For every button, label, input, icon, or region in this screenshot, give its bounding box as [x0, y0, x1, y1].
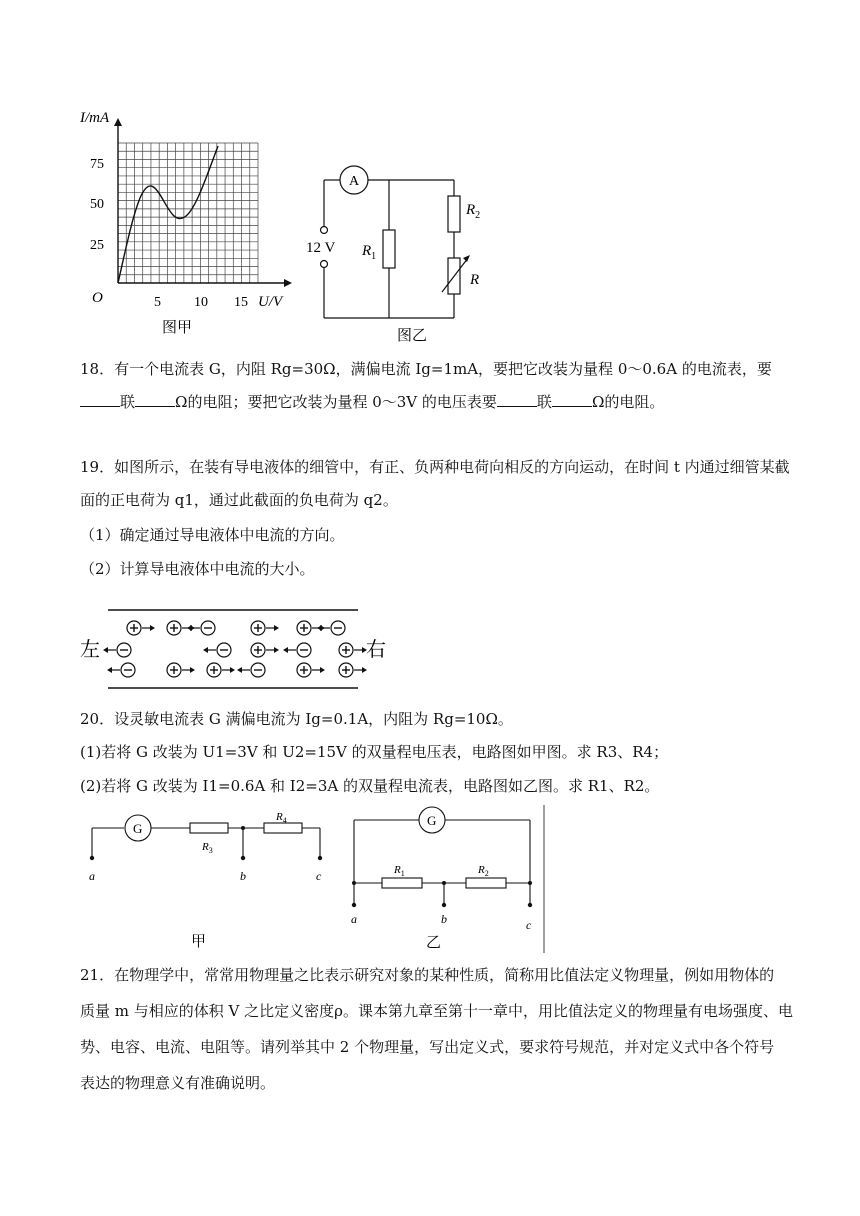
svg-text:R3 — [201, 841, 213, 855]
r3-sub: 3 — [208, 846, 213, 855]
jia-caption: 甲 — [191, 934, 207, 950]
q19-sub1: （1）确定通过导电液体中电流的方向。 — [80, 526, 345, 544]
q18-text-c: 联 — [536, 393, 552, 411]
q20-line1: 20．设灵敏电流表 G 满偏电流为 Ig=0.1A，内阻为 Rg=10Ω。 — [80, 710, 513, 728]
y-tick-50: 50 — [90, 197, 104, 212]
q18-line2 — [80, 391, 664, 412]
svg-text:R4 — [275, 811, 287, 825]
r2-sub: 2 — [475, 210, 481, 221]
r1-label: R — [394, 864, 401, 876]
x-tick-15: 15 — [234, 295, 248, 310]
r1-sub: 1 — [400, 869, 405, 878]
voltmeter-circuit-jia — [80, 810, 340, 955]
terminal-b: b — [441, 912, 447, 926]
q19-line1: 19．如图所示，在装有导电液体的细管中，有正、负两种电荷向相反的方向运动，在时间 t 内通过细管某截 — [80, 458, 790, 476]
r2-label: R — [466, 202, 476, 218]
x-axis-label: U/V — [258, 294, 283, 310]
y-tick-75: 75 — [90, 157, 104, 172]
g-label: G — [133, 821, 143, 836]
r1-label: R — [362, 243, 372, 259]
q20-sub1: (1)若将 G 改装为 U1=3V 和 U2=15V 的双量程电压表，电路图如甲图。求 R3、R4； — [80, 743, 669, 761]
circuit-figure-yi — [300, 158, 500, 348]
q18-text-a: 联 — [120, 393, 136, 411]
x-tick-10: 10 — [194, 295, 208, 310]
resistor-r2 — [466, 878, 506, 888]
q18-text-b: Ω的电阻；要把它改装为量程 0～3V 的电压表要 — [175, 393, 497, 411]
answer-blank[interactable] — [135, 392, 175, 407]
terminal-c: c — [526, 918, 532, 932]
q18-text-d: Ω的电阻。 — [591, 393, 665, 411]
q20-sub2: (2)若将 G 改装为 I1=0.6A 和 I2=3A 的双量程电流表，电路图如乙图。求 R1、R2。 — [80, 777, 660, 795]
x-tick-5: 5 — [154, 295, 161, 310]
resistor-r3 — [190, 823, 228, 833]
circuit-caption: 图乙 — [397, 328, 428, 344]
q19-sub2: （2）计算导电液体中电流的大小。 — [80, 560, 315, 578]
r-label: R — [470, 272, 480, 288]
y-axis-label: I/mA — [80, 110, 110, 126]
graph-caption: 图甲 — [162, 320, 193, 336]
q21-line4: 表达的物理意义有准确说明。 — [80, 1074, 276, 1092]
resistor-r1 — [383, 230, 395, 268]
r4-label: R — [276, 811, 283, 823]
q19-line2: 面的正电荷为 q1，通过此截面的负电荷为 q2。 — [80, 491, 398, 509]
answer-blank[interactable] — [552, 392, 592, 407]
terminal-b: b — [240, 869, 246, 883]
resistor-r2 — [448, 196, 460, 232]
ammeter-circuit-yi — [340, 805, 550, 955]
iv-graph-figure — [70, 108, 300, 348]
resistor-r1 — [382, 878, 422, 888]
svg-text:R2 — [465, 202, 480, 221]
answer-blank[interactable] — [497, 392, 537, 407]
right-label: 右 — [366, 639, 386, 661]
yi-caption: 乙 — [426, 935, 442, 951]
r4-sub: 4 — [282, 816, 287, 825]
g-label: G — [427, 813, 437, 828]
q18-line1: 18．有一个电流表 G，内阻 Rg=30Ω，满偏电流 Ig=1mA，要把它改装为量程 0～0.6A 的电流表，要 — [80, 360, 772, 378]
terminal-a: a — [351, 912, 357, 926]
r3-label: R — [202, 841, 209, 853]
svg-text:R1 — [393, 864, 405, 878]
q21-line1: 21．在物理学中，常常用物理量之比表示研究对象的某种性质，简称用比值法定义物理量，例如用物体的 — [80, 966, 775, 984]
r1-sub: 1 — [371, 251, 377, 262]
terminal-c: c — [316, 869, 322, 883]
iv-curve — [118, 146, 218, 283]
answer-blank[interactable] — [80, 392, 120, 407]
y-tick-25: 25 — [90, 238, 104, 253]
origin-label: O — [92, 290, 103, 306]
conductive-liquid-tube-figure — [78, 602, 398, 694]
ammeter-label: A — [349, 174, 360, 189]
q21-line2: 质量 m 与相应的体积 V 之比定义密度ρ。课本第九章至第十一章中，用比值法定义的物理量有电场强度、电 — [80, 1002, 793, 1020]
r2-label: R — [478, 864, 485, 876]
svg-text:R1 — [361, 243, 376, 262]
q21-line3: 势、电容、电流、电阻等。请列举其中 2 个物理量，写出定义式，要求符号规范，并对定义式中各个符号 — [80, 1038, 775, 1056]
voltage-label: 12 V — [306, 240, 336, 256]
svg-text:R2 — [477, 864, 489, 878]
left-label: 左 — [80, 639, 100, 661]
r2-sub: 2 — [484, 869, 489, 878]
terminal-a: a — [89, 869, 95, 883]
